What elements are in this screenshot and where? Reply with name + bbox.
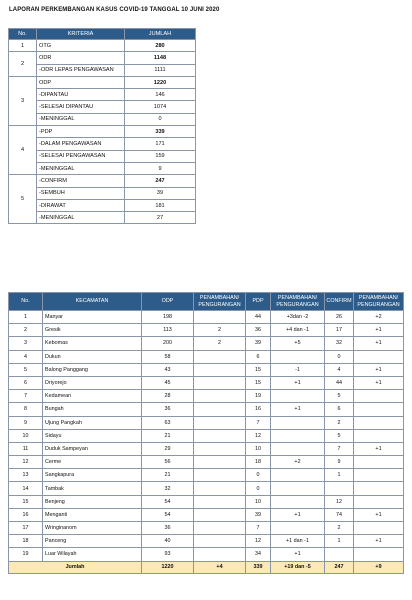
odp-change — [194, 390, 246, 403]
criteria-table — [8, 28, 196, 224]
odp-value: 93 — [142, 548, 194, 561]
odp-change — [194, 363, 246, 376]
odp-change — [194, 416, 246, 429]
pdp-value: 19 — [246, 390, 271, 403]
odp-value: 21 — [142, 429, 194, 442]
table-row — [9, 469, 404, 482]
odp-change — [194, 376, 246, 389]
criteria-value: 39 — [125, 187, 196, 199]
group-number: 3 — [9, 76, 37, 125]
row-number: 19 — [9, 548, 43, 561]
confirm-value: 2 — [325, 416, 354, 429]
row-number: 5 — [9, 363, 43, 376]
pdp-change — [271, 469, 325, 482]
pdp-change: +3dan -2 — [271, 311, 325, 324]
odp-change — [194, 456, 246, 469]
total-confirm-change: +9 — [354, 561, 404, 573]
odp-value: 198 — [142, 311, 194, 324]
district-name: Kedamean — [43, 390, 142, 403]
pdp-change — [271, 416, 325, 429]
criteria-value: 181 — [125, 199, 196, 211]
table-row — [9, 482, 404, 495]
criteria-value: 1074 — [125, 101, 196, 113]
criteria-label: -MENINGGAL — [37, 212, 125, 224]
table-row — [9, 495, 404, 508]
row-number: 6 — [9, 376, 43, 389]
criteria-row — [9, 187, 196, 199]
district-name: Tambak — [43, 482, 142, 495]
criteria-row — [9, 113, 196, 125]
header-pdp: PDP — [246, 293, 271, 311]
pdp-change — [271, 522, 325, 535]
pdp-change — [271, 442, 325, 455]
total-odp: 1220 — [142, 561, 194, 573]
confirm-change: +2 — [354, 311, 404, 324]
row-number: 7 — [9, 390, 43, 403]
criteria-value: 27 — [125, 212, 196, 224]
district-header-row — [9, 293, 404, 311]
confirm-change: +1 — [354, 508, 404, 521]
confirm-change: +1 — [354, 337, 404, 350]
confirm-change — [354, 522, 404, 535]
confirm-change — [354, 469, 404, 482]
total-row — [9, 561, 404, 573]
district-table — [8, 292, 404, 574]
pdp-value: 34 — [246, 548, 271, 561]
odp-value: 32 — [142, 482, 194, 495]
odp-change — [194, 535, 246, 548]
criteria-label: -DIPANTAU — [37, 89, 125, 101]
group-number: 1 — [9, 40, 37, 52]
table-row — [9, 363, 404, 376]
header-odp: ODP — [142, 293, 194, 311]
confirm-change: +1 — [354, 324, 404, 337]
confirm-value: 26 — [325, 311, 354, 324]
criteria-row — [9, 76, 196, 88]
row-number: 2 — [9, 324, 43, 337]
odp-change — [194, 495, 246, 508]
criteria-label: ODR — [37, 52, 125, 64]
row-number: 9 — [9, 416, 43, 429]
group-number: 5 — [9, 175, 37, 224]
criteria-row — [9, 138, 196, 150]
total-confirm: 247 — [325, 561, 354, 573]
criteria-value: 171 — [125, 138, 196, 150]
criteria-label: -SELESAI DIPANTAU — [37, 101, 125, 113]
table-row — [9, 508, 404, 521]
district-name: Panceng — [43, 535, 142, 548]
district-name: Wringinanom — [43, 522, 142, 535]
header-confirm-change: PENAMBAHAN/ PENGURANGAN — [354, 293, 404, 311]
total-pdp-change: +19 dan -5 — [271, 561, 325, 573]
pdp-change: +2 — [271, 456, 325, 469]
criteria-label: -SELESAI PENGAWASAN — [37, 150, 125, 162]
criteria-row — [9, 150, 196, 162]
odp-value: 54 — [142, 508, 194, 521]
table-row — [9, 522, 404, 535]
criteria-label: -ODR LEPAS PENGAWASAN — [37, 64, 125, 76]
odp-change — [194, 548, 246, 561]
odp-change — [194, 469, 246, 482]
odp-value: 28 — [142, 390, 194, 403]
criteria-value: 1148 — [125, 52, 196, 64]
criteria-label: OTG — [37, 40, 125, 52]
header-no: No. — [9, 293, 43, 311]
confirm-value: 12 — [325, 495, 354, 508]
odp-change — [194, 522, 246, 535]
group-number: 4 — [9, 126, 37, 175]
criteria-row — [9, 52, 196, 64]
district-name: Sidayu — [43, 429, 142, 442]
pdp-value: 12 — [246, 429, 271, 442]
criteria-label: -DALAM PENGAWASAN — [37, 138, 125, 150]
confirm-value: 2 — [325, 522, 354, 535]
report-title: LAPORAN PERKEMBANGAN KASUS COVID-19 TANGGAL 10 JUNI 2020 — [9, 7, 220, 13]
pdp-change: +1 dan -1 — [271, 535, 325, 548]
table-row — [9, 429, 404, 442]
district-name: Ujung Pangkah — [43, 416, 142, 429]
confirm-value: 44 — [325, 376, 354, 389]
odp-value: 36 — [142, 522, 194, 535]
table-row — [9, 324, 404, 337]
district-name: Driyorejo — [43, 376, 142, 389]
district-name: Sangkapura — [43, 469, 142, 482]
district-name: Luar Wilayah — [43, 548, 142, 561]
header-district: KECAMATAN — [43, 293, 142, 311]
row-number: 4 — [9, 350, 43, 363]
confirm-change: +1 — [354, 363, 404, 376]
criteria-label: -PDP — [37, 126, 125, 138]
odp-value: 63 — [142, 416, 194, 429]
criteria-row — [9, 212, 196, 224]
criteria-label: -MENINGGAL — [37, 162, 125, 174]
criteria-value: 280 — [125, 40, 196, 52]
row-number: 13 — [9, 469, 43, 482]
odp-value: 21 — [142, 469, 194, 482]
pdp-change — [271, 482, 325, 495]
pdp-value: 39 — [246, 337, 271, 350]
total-label: Jumlah — [9, 561, 142, 573]
odp-value: 29 — [142, 442, 194, 455]
odp-change — [194, 482, 246, 495]
odp-change — [194, 442, 246, 455]
district-name: Bungah — [43, 403, 142, 416]
criteria-value: 247 — [125, 175, 196, 187]
table-row — [9, 535, 404, 548]
criteria-value: 0 — [125, 113, 196, 125]
pdp-change — [271, 350, 325, 363]
pdp-change — [271, 390, 325, 403]
criteria-value: 159 — [125, 150, 196, 162]
odp-value: 113 — [142, 324, 194, 337]
confirm-value: 5 — [325, 429, 354, 442]
criteria-row — [9, 40, 196, 52]
confirm-change: +1 — [354, 376, 404, 389]
confirm-value: 74 — [325, 508, 354, 521]
criteria-label: -SEMBUH — [37, 187, 125, 199]
criteria-row — [9, 126, 196, 138]
row-number: 12 — [9, 456, 43, 469]
confirm-change — [354, 350, 404, 363]
confirm-value: 0 — [325, 350, 354, 363]
table-row — [9, 403, 404, 416]
confirm-value: 7 — [325, 442, 354, 455]
district-name: Manyar — [43, 311, 142, 324]
table-row — [9, 548, 404, 561]
row-number: 11 — [9, 442, 43, 455]
confirm-change — [354, 429, 404, 442]
confirm-value: 1 — [325, 469, 354, 482]
district-name: Benjeng — [43, 495, 142, 508]
odp-value: 45 — [142, 376, 194, 389]
pdp-value: 7 — [246, 416, 271, 429]
row-number: 15 — [9, 495, 43, 508]
criteria-value: 339 — [125, 126, 196, 138]
confirm-value — [325, 548, 354, 561]
criteria-row — [9, 64, 196, 76]
pdp-change: +4 dan -1 — [271, 324, 325, 337]
confirm-value: 17 — [325, 324, 354, 337]
district-name: Cerme — [43, 456, 142, 469]
criteria-value: 9 — [125, 162, 196, 174]
pdp-change — [271, 429, 325, 442]
pdp-value: 0 — [246, 482, 271, 495]
table-row — [9, 311, 404, 324]
header-criteria: KRITERIA — [37, 29, 125, 40]
district-name: Dukun — [43, 350, 142, 363]
confirm-change — [354, 482, 404, 495]
table-row — [9, 376, 404, 389]
row-number: 17 — [9, 522, 43, 535]
odp-change: 2 — [194, 337, 246, 350]
row-number: 14 — [9, 482, 43, 495]
criteria-label: -MENINGGAL — [37, 113, 125, 125]
header-odp-change: PENAMBAHAN/ PENGURANGAN — [194, 293, 246, 311]
confirm-change — [354, 456, 404, 469]
criteria-label: -DIRAWAT — [37, 199, 125, 211]
criteria-row — [9, 199, 196, 211]
odp-change — [194, 350, 246, 363]
header-no: No. — [9, 29, 37, 40]
pdp-value: 12 — [246, 535, 271, 548]
odp-value: 43 — [142, 363, 194, 376]
criteria-label: -CONFIRM — [37, 175, 125, 187]
criteria-value: 146 — [125, 89, 196, 101]
group-number: 2 — [9, 52, 37, 77]
table-row — [9, 416, 404, 429]
criteria-row — [9, 89, 196, 101]
header-total: JUMLAH — [125, 29, 196, 40]
pdp-change: -1 — [271, 363, 325, 376]
odp-value: 56 — [142, 456, 194, 469]
odp-change — [194, 508, 246, 521]
confirm-value: 9 — [325, 456, 354, 469]
table-row — [9, 350, 404, 363]
confirm-value: 32 — [325, 337, 354, 350]
row-number: 1 — [9, 311, 43, 324]
pdp-value: 10 — [246, 442, 271, 455]
row-number: 3 — [9, 337, 43, 350]
criteria-row — [9, 175, 196, 187]
table-row — [9, 390, 404, 403]
confirm-value — [325, 482, 354, 495]
total-pdp: 339 — [246, 561, 271, 573]
pdp-change: +1 — [271, 508, 325, 521]
pdp-value: 39 — [246, 508, 271, 521]
odp-value: 54 — [142, 495, 194, 508]
confirm-value: 1 — [325, 535, 354, 548]
pdp-value: 36 — [246, 324, 271, 337]
pdp-value: 0 — [246, 469, 271, 482]
district-name: Balong Panggang — [43, 363, 142, 376]
row-number: 18 — [9, 535, 43, 548]
criteria-header-row — [9, 29, 196, 40]
total-odp-change: +4 — [194, 561, 246, 573]
pdp-change: +1 — [271, 403, 325, 416]
confirm-value: 4 — [325, 363, 354, 376]
criteria-label: ODP — [37, 76, 125, 88]
odp-change — [194, 311, 246, 324]
pdp-value: 15 — [246, 376, 271, 389]
district-name: Menganti — [43, 508, 142, 521]
confirm-change — [354, 390, 404, 403]
pdp-change: +1 — [271, 548, 325, 561]
table-row — [9, 456, 404, 469]
criteria-row — [9, 101, 196, 113]
table-row — [9, 337, 404, 350]
odp-value: 36 — [142, 403, 194, 416]
header-confirm: CONFIRM — [325, 293, 354, 311]
criteria-value: 1111 — [125, 64, 196, 76]
pdp-change: +5 — [271, 337, 325, 350]
table-row — [9, 442, 404, 455]
odp-value: 200 — [142, 337, 194, 350]
pdp-value: 18 — [246, 456, 271, 469]
pdp-value: 15 — [246, 363, 271, 376]
confirm-value: 6 — [325, 403, 354, 416]
confirm-change — [354, 495, 404, 508]
district-name: Kebomas — [43, 337, 142, 350]
district-name: Duduk Sampeyan — [43, 442, 142, 455]
pdp-value: 6 — [246, 350, 271, 363]
pdp-change — [271, 495, 325, 508]
row-number: 16 — [9, 508, 43, 521]
confirm-change — [354, 416, 404, 429]
confirm-change — [354, 403, 404, 416]
header-pdp-change: PENAMBAHAN/ PENGURANGAN — [271, 293, 325, 311]
pdp-value: 10 — [246, 495, 271, 508]
pdp-change: +1 — [271, 376, 325, 389]
pdp-value: 44 — [246, 311, 271, 324]
district-name: Gresik — [43, 324, 142, 337]
pdp-value: 7 — [246, 522, 271, 535]
odp-value: 40 — [142, 535, 194, 548]
odp-value: 58 — [142, 350, 194, 363]
criteria-row — [9, 162, 196, 174]
odp-change — [194, 429, 246, 442]
confirm-change — [354, 548, 404, 561]
row-number: 8 — [9, 403, 43, 416]
row-number: 10 — [9, 429, 43, 442]
odp-change: 2 — [194, 324, 246, 337]
odp-change — [194, 403, 246, 416]
confirm-change: +1 — [354, 442, 404, 455]
confirm-value: 5 — [325, 390, 354, 403]
confirm-change: +1 — [354, 535, 404, 548]
criteria-value: 1220 — [125, 76, 196, 88]
pdp-value: 16 — [246, 403, 271, 416]
